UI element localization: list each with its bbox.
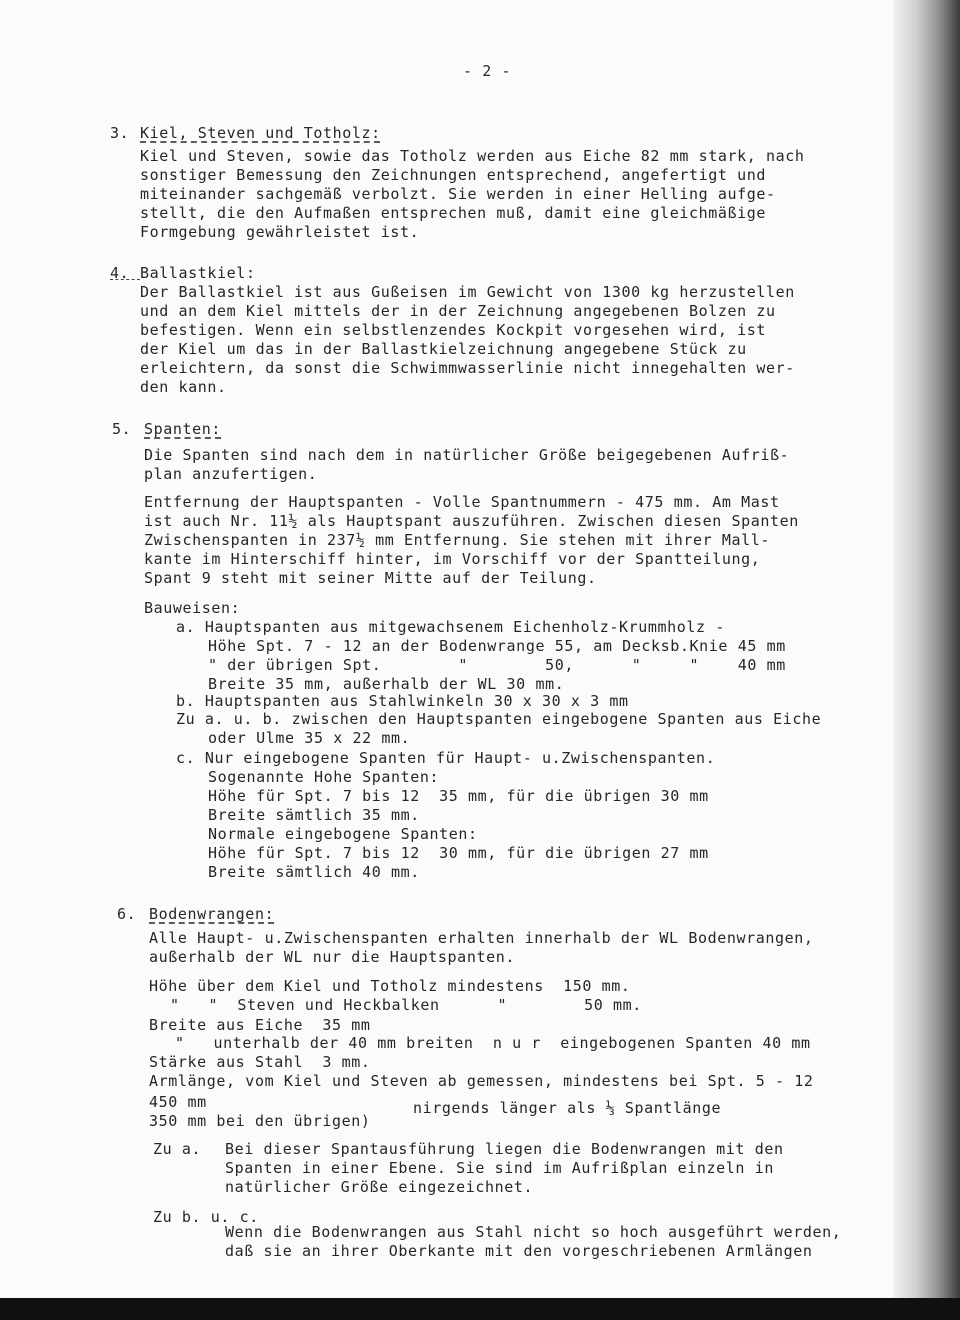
section-6-line: daß sie an ihrer Oberkante mit den vorgeschriebenen Armlängen: [225, 1242, 813, 1260]
section-5-line: Sogenannte Hohe Spanten:: [208, 768, 440, 786]
section-3-title: Kiel, Steven und Totholz:: [140, 124, 381, 142]
section-6-line: Zu b. u. c.: [153, 1208, 259, 1226]
section-6-line: Breite aus Eiche 35 mm: [149, 1016, 371, 1034]
section-5-line: Höhe für Spt. 7 bis 12 35 mm, für die übrigen 30 mm: [208, 787, 709, 805]
section-5-line: Höhe für Spt. 7 bis 12 30 mm, für die übrigen 27 mm: [208, 844, 709, 862]
section-5-line: oder Ulme 35 x 22 mm.: [208, 729, 411, 747]
section-3-number: 3.: [110, 124, 130, 142]
section-5-title: Spanten:: [144, 420, 222, 438]
section-3-line: stellt, die den Aufmaßen entsprechen muß, damit eine gleichmäßige: [140, 204, 766, 222]
section-5-line: Die Spanten sind nach dem in natürlicher Größe beigegebenen Aufriß-: [144, 446, 790, 464]
section-5-line: Zwischenspanten in 237½ mm Entfernung. Sie stehen mit ihrer Mall-: [144, 531, 770, 549]
section-6-line: Stärke aus Stahl 3 mm.: [149, 1053, 371, 1071]
scan-bottom-edge: [0, 1298, 960, 1320]
section-4-title: Ballastkiel:: [140, 264, 256, 282]
section-3-line: miteinander sachgemäß verbolzt. Sie werden in einer Helling aufge-: [140, 185, 776, 203]
section-5-line: Breite 35 mm, außerhalb der WL 30 mm.: [208, 675, 565, 693]
section-5-line: Spant 9 steht mit seiner Mitte auf der Teilung.: [144, 569, 597, 587]
section-5-line: Normale eingebogene Spanten:: [208, 825, 478, 843]
section-5-line: kante im Hinterschiff hinter, im Vorschiff vor der Spantteilung,: [144, 550, 761, 568]
section-5-line: b. Hauptspanten aus Stahlwinkeln 30 x 30 x 3 mm: [176, 692, 629, 710]
section-6-title: Bodenwrangen:: [149, 905, 275, 923]
section-5-line: Breite sämtlich 40 mm.: [208, 863, 420, 881]
section-6-line: Höhe über dem Kiel und Totholz mindestens 150 mm.: [149, 977, 631, 995]
section-5-line: plan anzufertigen.: [144, 465, 318, 483]
section-5-line: Breite sämtlich 35 mm.: [208, 806, 420, 824]
section-6-line: " unterhalb der 40 mm breiten n u r eingebogenen Spanten 40 mm: [175, 1034, 811, 1052]
section-6-line: Spanten in einer Ebene. Sie sind im Aufrißplan einzeln in: [225, 1159, 774, 1177]
page-edge-shadow: [893, 0, 960, 1298]
section-5-line: Höhe Spt. 7 - 12 an der Bodenwrange 55, am Decksb.Knie 45 mm: [208, 637, 786, 655]
section-6-line: Zu a.: [153, 1140, 202, 1158]
section-6-line: Armlänge, vom Kiel und Steven ab gemessen, mindestens bei Spt. 5 - 12: [149, 1072, 814, 1090]
section-6-line: 450 mm: [149, 1093, 207, 1111]
dashed-underline: [110, 279, 140, 280]
section-4-line: erleichtern, da sonst die Schwimmwasserlinie nicht innegehalten wer-: [140, 359, 795, 377]
section-4-line: und an dem Kiel mittels der in der Zeichnung angegebenen Bolzen zu: [140, 302, 776, 320]
section-3-line: Formgebung gewährleistet ist.: [140, 223, 420, 241]
section-6-line: 350 mm bei den übrigen): [149, 1112, 371, 1130]
section-5-line: Bauweisen:: [144, 599, 241, 617]
section-4-line: befestigen. Wenn ein selbstlenzendes Kockpit vorgesehen wird, ist: [140, 321, 766, 339]
section-5-line: c. Nur eingebogene Spanten für Haupt- u.Zwischenspanten.: [176, 749, 716, 767]
section-6-line: natürlicher Größe eingezeichnet.: [225, 1178, 534, 1196]
section-5-number: 5.: [112, 420, 132, 438]
section-6-line: nirgends länger als ⅓ Spantlänge: [413, 1099, 722, 1117]
section-5-line: " der übrigen Spt. " 50, " " 40 mm: [208, 656, 786, 674]
section-5-line: Entfernung der Hauptspanten - Volle Spantnummern - 475 mm. Am Mast: [144, 493, 780, 511]
section-4-line: der Kiel um das in der Ballastkielzeichnung angegebene Stück zu: [140, 340, 747, 358]
section-5-line: ist auch Nr. 11½ als Hauptspant auszuführen. Zwischen diesen Spanten: [144, 512, 799, 530]
section-6-line: außerhalb der WL nur die Hauptspanten.: [149, 948, 515, 966]
section-6-line: " " Steven und Heckbalken " 50 mm.: [170, 996, 642, 1014]
section-5-line: a. Hauptspanten aus mitgewachsenem Eichenholz-Krummholz -: [176, 618, 725, 636]
section-4-number: 4.: [110, 264, 130, 282]
section-4-line: den kann.: [140, 378, 227, 396]
section-5-line: Zu a. u. b. zwischen den Hauptspanten eingebogene Spanten aus Eiche: [176, 710, 822, 728]
section-6-line: Bei dieser Spantausführung liegen die Bodenwrangen mit den: [225, 1140, 784, 1158]
page-number: - 2 -: [463, 62, 512, 80]
section-3-line: Kiel und Steven, sowie das Totholz werden aus Eiche 82 mm stark, nach: [140, 147, 805, 165]
section-3-line: sonstiger Bemessung den Zeichnungen entsprechend, angefertigt und: [140, 166, 766, 184]
section-4-line: Der Ballastkiel ist aus Gußeisen im Gewicht von 1300 kg herzustellen: [140, 283, 795, 301]
section-6-line: Alle Haupt- u.Zwischenspanten erhalten innerhalb der WL Bodenwrangen,: [149, 929, 814, 947]
section-6-line: Wenn die Bodenwrangen aus Stahl nicht so hoch ausgeführt werden,: [225, 1223, 842, 1241]
section-6-number: 6.: [117, 905, 137, 923]
